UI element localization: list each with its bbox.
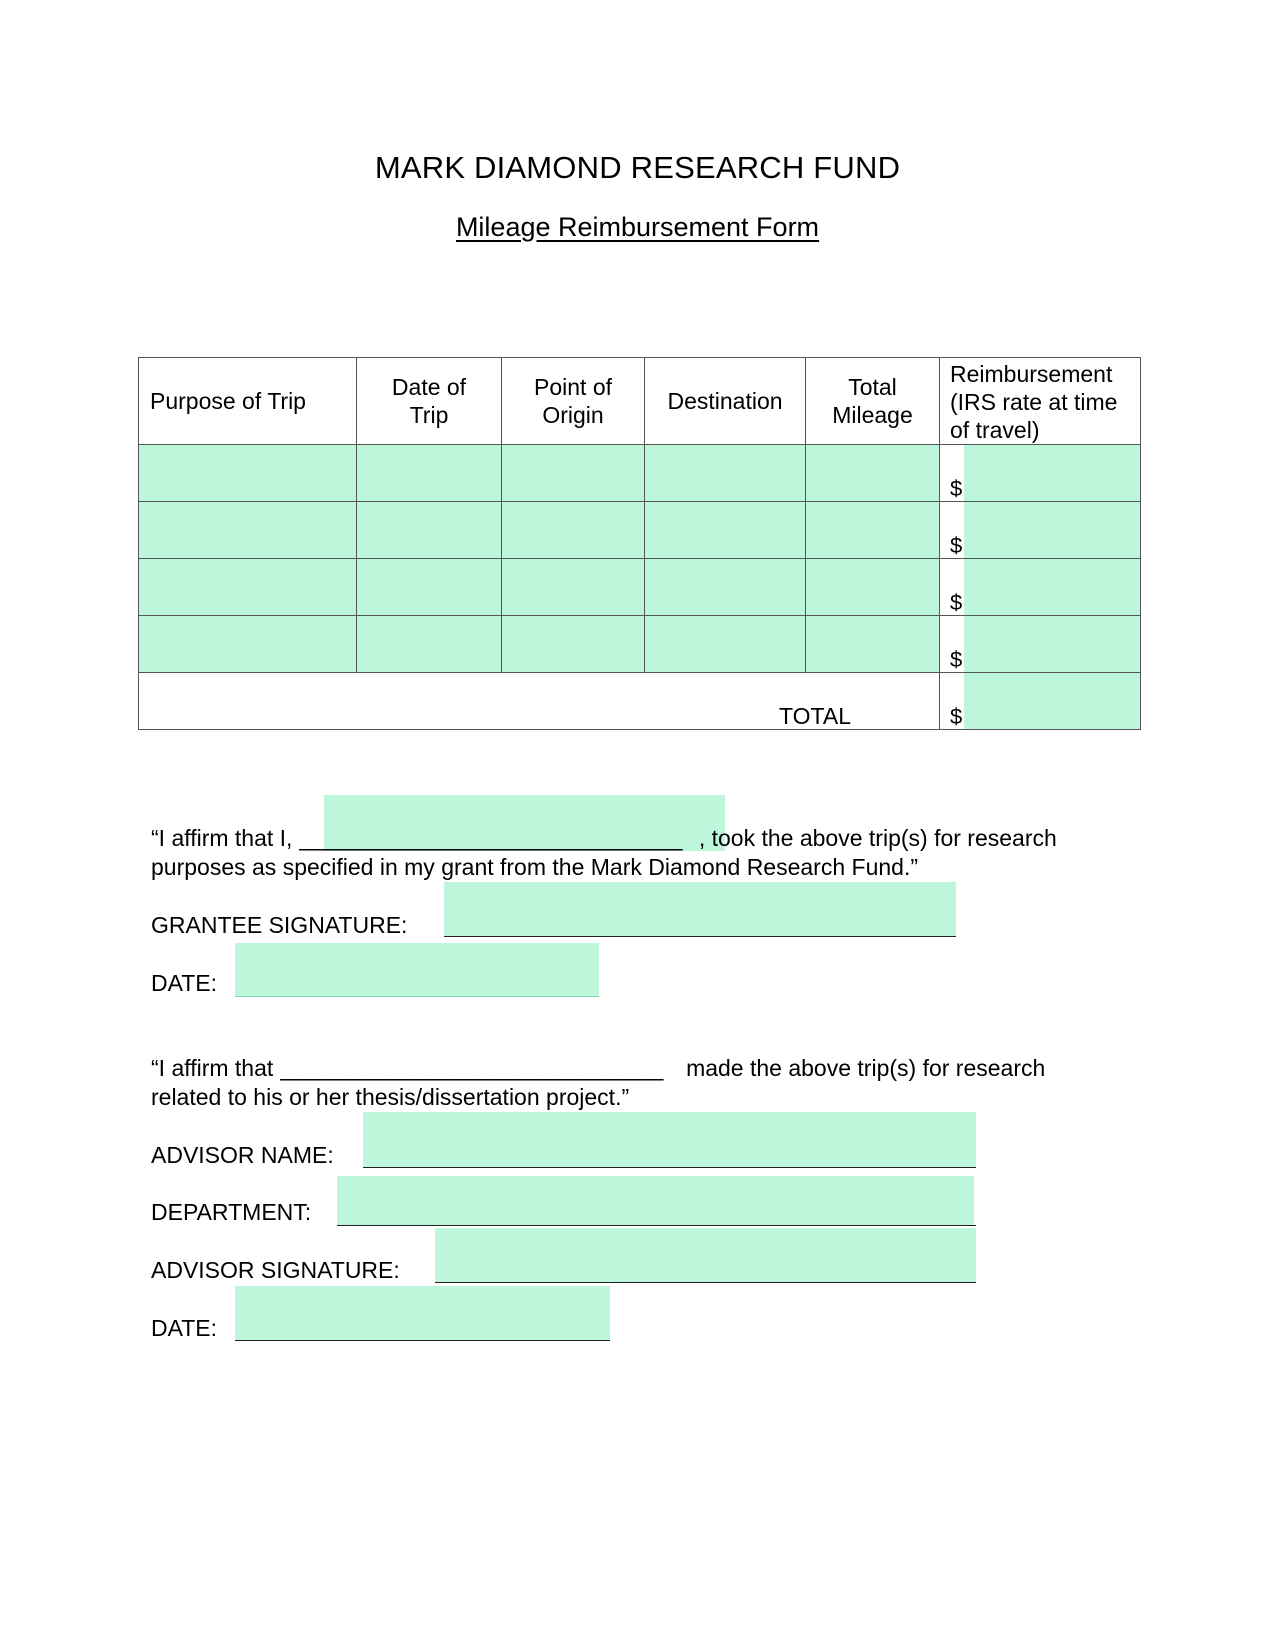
department-label: DEPARTMENT: — [151, 1199, 312, 1225]
grantee-affirm-end: , took the above trip(s) for research — [698, 825, 1057, 851]
date-field[interactable] — [357, 616, 502, 673]
mileage-field[interactable] — [806, 616, 940, 673]
grantee-date-label: DATE: — [151, 970, 218, 996]
grantee-affirm-blank: ______________________________ — [298, 825, 683, 851]
column-header-mileage: Total Mileage — [806, 358, 940, 445]
grantee-signature-field[interactable] — [444, 882, 956, 936]
destination-field[interactable] — [645, 445, 806, 502]
advisor-affirm-line2: related to his or her thesis/dissertation project.” — [151, 1084, 630, 1110]
table-row — [139, 559, 1141, 616]
advisor-signature-label: ADVISOR SIGNATURE: — [151, 1257, 400, 1283]
dollar-sign: $ — [950, 533, 963, 558]
advisor-affirm-blank[interactable]: ______________________________ — [279, 1055, 664, 1081]
reimbursement-field[interactable] — [964, 616, 1140, 672]
purpose-field[interactable] — [139, 616, 357, 673]
grantee-signature-line — [444, 936, 956, 937]
advisor-name-label: ADVISOR NAME: — [151, 1142, 334, 1168]
dollar-sign: $ — [950, 476, 963, 501]
grantee-date-field[interactable] — [235, 943, 599, 996]
advisor-affirm-start: “I affirm that — [151, 1055, 274, 1081]
total-row — [139, 673, 1141, 730]
department-line — [337, 1225, 976, 1226]
table-row — [139, 616, 1141, 673]
origin-field[interactable] — [502, 616, 645, 673]
destination-field[interactable] — [645, 616, 806, 673]
reimbursement-field[interactable] — [964, 502, 1140, 558]
advisor-name-line — [363, 1167, 976, 1168]
table-row — [139, 502, 1141, 559]
grantee-signature-label: GRANTEE SIGNATURE: — [151, 912, 408, 938]
table-header-row — [139, 358, 1141, 445]
origin-field[interactable] — [502, 502, 645, 559]
date-field[interactable] — [357, 502, 502, 559]
grantee-affirm-start: “I affirm that I, — [151, 825, 293, 851]
total-label: TOTAL — [139, 673, 940, 730]
date-field[interactable] — [357, 445, 502, 502]
grantee-affirm-line1 — [151, 824, 1057, 853]
advisor-affirm-line1 — [151, 1054, 1045, 1083]
date-field[interactable] — [357, 559, 502, 616]
reimbursement-field[interactable] — [964, 559, 1140, 615]
column-header-destination: Destination — [645, 358, 806, 445]
purpose-field[interactable] — [139, 502, 357, 559]
destination-field[interactable] — [645, 559, 806, 616]
column-header-origin: Point of Origin — [502, 358, 645, 445]
column-header-purpose: Purpose of Trip — [139, 358, 357, 445]
grantee-affirm-line2: purposes as specified in my grant from the Mark Diamond Research Fund.” — [151, 854, 918, 880]
advisor-date-line — [235, 1340, 610, 1341]
dollar-sign: $ — [950, 647, 963, 672]
reimbursement-field[interactable] — [964, 445, 1140, 501]
dollar-sign: $ — [950, 704, 963, 729]
reimbursement-cell — [940, 559, 1141, 616]
column-header-reimbursement: Reimbursement (IRS rate at time of travel) — [940, 358, 1141, 445]
form-title: MARK DIAMOND RESEARCH FUND — [374, 150, 901, 185]
column-header-date: Date of Trip — [357, 358, 502, 445]
advisor-name-field[interactable] — [363, 1112, 976, 1167]
destination-field[interactable] — [645, 502, 806, 559]
table-row — [139, 445, 1141, 502]
origin-field[interactable] — [502, 445, 645, 502]
total-field[interactable] — [964, 673, 1140, 729]
advisor-signature-line — [435, 1282, 976, 1283]
mileage-field[interactable] — [806, 559, 940, 616]
advisor-signature-field[interactable] — [435, 1228, 976, 1282]
total-cell — [940, 673, 1141, 730]
mileage-table — [138, 357, 1141, 730]
form-subtitle: Mileage Reimbursement Form — [455, 212, 820, 242]
reimbursement-cell — [940, 502, 1141, 559]
advisor-affirm-end: made the above trip(s) for research — [686, 1055, 1046, 1081]
dollar-sign: $ — [950, 590, 963, 615]
purpose-field[interactable] — [139, 559, 357, 616]
reimbursement-cell — [940, 616, 1141, 673]
advisor-date-field[interactable] — [235, 1286, 610, 1340]
advisor-date-label: DATE: — [151, 1315, 218, 1341]
reimbursement-cell — [940, 445, 1141, 502]
origin-field[interactable] — [502, 559, 645, 616]
grantee-date-line — [235, 996, 599, 997]
mileage-field[interactable] — [806, 502, 940, 559]
purpose-field[interactable] — [139, 445, 357, 502]
department-field[interactable] — [337, 1176, 974, 1225]
mileage-field[interactable] — [806, 445, 940, 502]
